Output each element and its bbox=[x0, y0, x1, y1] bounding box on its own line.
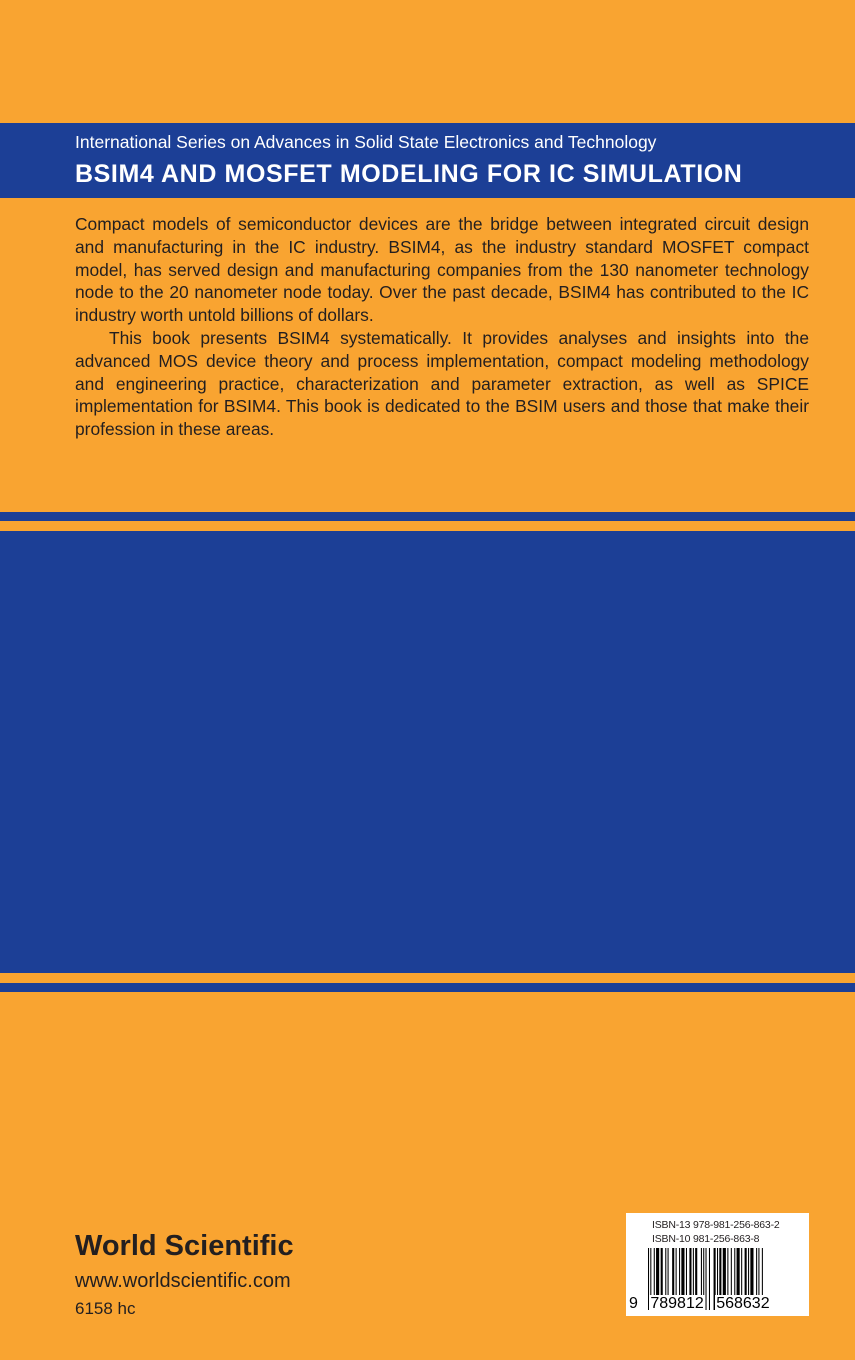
divider-bar-top bbox=[0, 512, 855, 521]
blurb bbox=[75, 213, 809, 441]
publisher-url: www.worldscientific.com bbox=[75, 1270, 291, 1292]
barcode-digits bbox=[628, 1295, 809, 1313]
divider-bar-bottom bbox=[0, 983, 855, 992]
product-code: 6158 hc bbox=[75, 1299, 136, 1318]
blurb-paragraph-2: This book presents BSIM4 systematically. It provides analyses and insights into the advanced MOS device theory and process implementation, compact modeling methodology and engineering practice, characterization and parameter extraction, as well as SPICE implementation for BSIM4. This book is dedicated to the BSIM users and those that make their profession in these areas. bbox=[75, 327, 809, 440]
blue-panel bbox=[0, 531, 855, 973]
book-title: BSIM4 AND MOSFET MODELING FOR IC SIMULATION bbox=[75, 160, 743, 188]
series-title: International Series on Advances in Solid State Electronics and Technology bbox=[75, 132, 657, 152]
barcode-digits-right: 568632 bbox=[716, 1295, 770, 1312]
isbn-13: ISBN-13 978-981-256-863-2 bbox=[652, 1219, 780, 1231]
barcode-box bbox=[626, 1213, 809, 1316]
barcode-digits-left: 789812 bbox=[650, 1295, 704, 1312]
publisher-name: World Scientific bbox=[75, 1230, 294, 1262]
blurb-paragraph-1: Compact models of semiconductor devices are the bridge between integrated circuit design and manufacturing in the IC industry. BSIM4, as the industry standard MOSFET compact model, has served design and manufacturing companies from the 130 nanometer technology node to the 20 nanometer node today. Over the past decade, BSIM4 has contributed to the IC industry worth untold billions of dollars. bbox=[75, 214, 809, 326]
isbn-10: ISBN-10 981-256-863-8 bbox=[652, 1233, 760, 1245]
barcode-digit-first: 9 bbox=[629, 1295, 638, 1312]
